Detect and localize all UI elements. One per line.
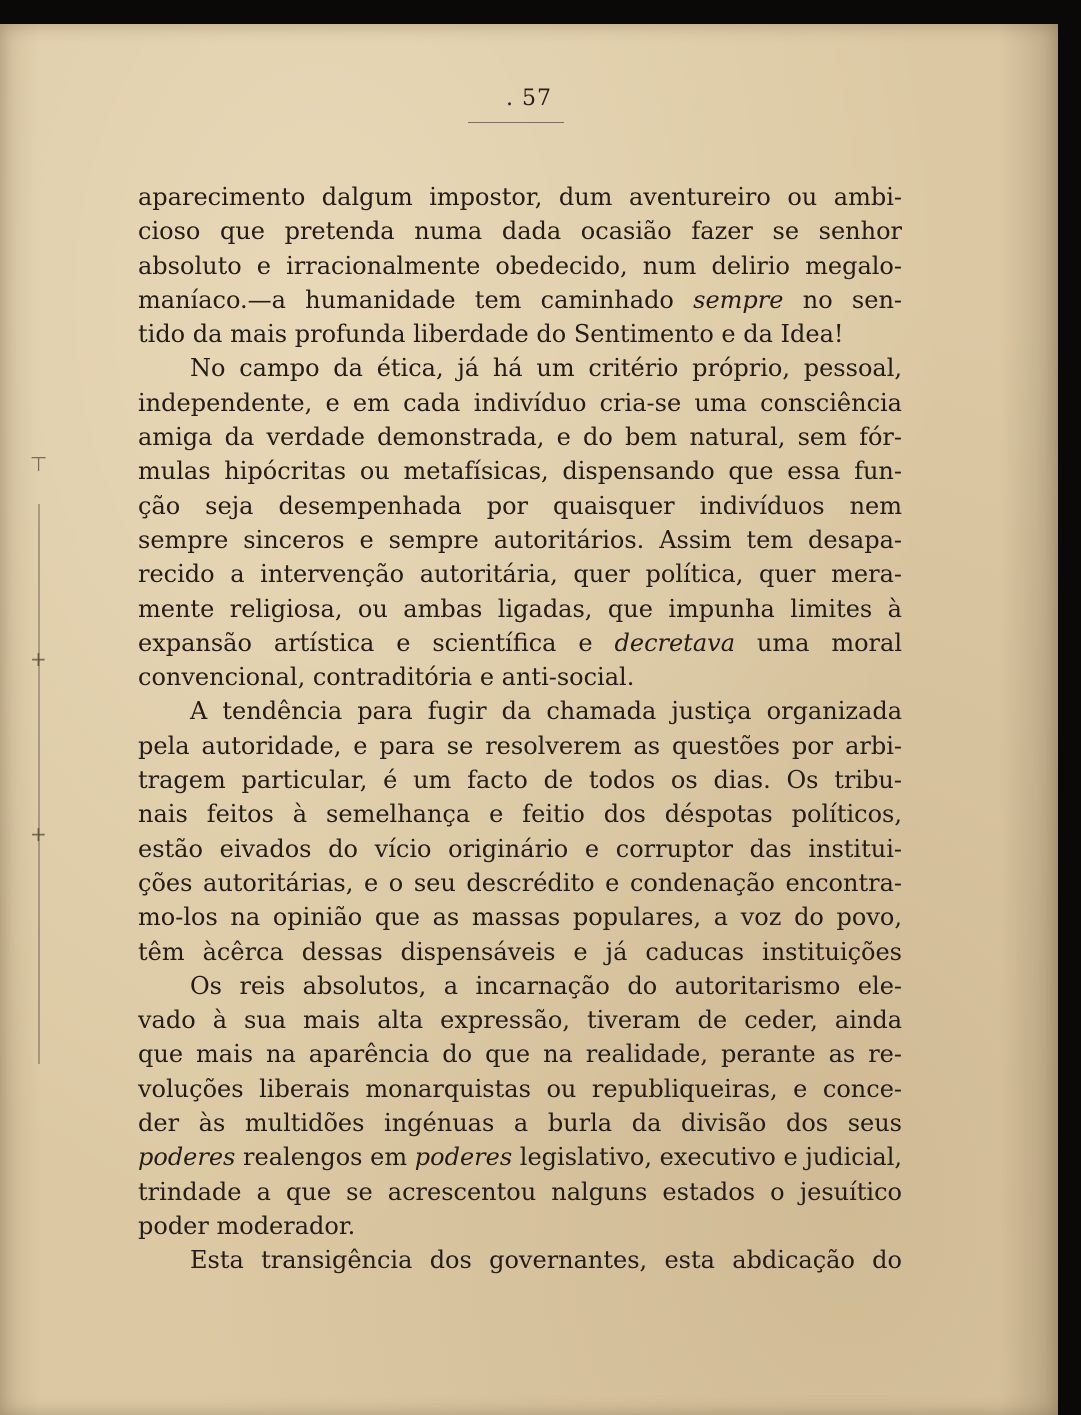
text-line [138, 1140, 902, 1174]
text-line [138, 1037, 902, 1071]
italic-text: decretava [614, 628, 736, 657]
text-run: no sen- [783, 285, 902, 314]
text-run: realengos em [235, 1143, 415, 1172]
text-run: expansão artística e scientífica e [138, 628, 615, 657]
text-line [138, 900, 902, 934]
margin-mark: ⊤ [30, 452, 48, 476]
italic-text: poderes [414, 1143, 513, 1172]
margin-line [38, 504, 40, 1064]
text-line [138, 214, 902, 248]
text-run: amiga da verdade demonstrada, e do bem natural, sem fór- [138, 423, 902, 452]
text-run: ções autoritárias, e o seu descrédito e condenação encontra- [138, 868, 902, 897]
text-run: mulas hipócritas ou metafísicas, dispensando que essa fun- [138, 457, 902, 486]
italic-text: sempre [693, 285, 784, 314]
text-line [138, 523, 902, 557]
text-run: der às multidões ingénuas a burla da divisão dos seus [138, 1109, 902, 1138]
body-text [138, 180, 902, 1278]
text-line [138, 1003, 902, 1037]
text-line [138, 592, 902, 626]
text-run: maníaco.—a humanidade tem caminhado [138, 285, 694, 314]
text-run: aparecimento dalgum impostor, dum aventureiro ou ambi- [138, 183, 902, 211]
text-run: voluções liberais monarquistas ou republiqueiras, e conce- [138, 1074, 902, 1103]
text-run: mo-los na opinião que as massas populares, a voz do povo, [138, 903, 902, 932]
text-line [138, 763, 902, 797]
text-run: nais feitos à semelhança e feitio dos déspotas políticos, [138, 800, 902, 829]
text-line [138, 729, 902, 763]
text-line [138, 283, 902, 317]
text-line [138, 660, 902, 694]
text-line [138, 249, 902, 283]
text-line [138, 866, 902, 900]
text-line [138, 317, 902, 351]
text-line [138, 797, 902, 831]
text-run: uma moral [735, 628, 902, 657]
text-run: têm àcêrca dessas dispensáveis e já caducas instituições [138, 937, 902, 966]
text-line [138, 1106, 902, 1140]
text-run: ção seja desempenhada por quaisquer indivíduos nem [138, 491, 902, 520]
text-run: Esta transigência dos governantes, esta abdicação do [190, 1246, 902, 1275]
text-run: tido da mais profunda liberdade do Sentimento e da Idea! [138, 320, 844, 349]
text-run: cioso que pretenda numa dada ocasião fazer se senhor [138, 217, 902, 246]
text-line [138, 180, 902, 214]
text-run: mente religiosa, ou ambas ligadas, que impunha limites à [138, 594, 902, 623]
italic-text: poderes [138, 1143, 236, 1172]
text-line [138, 1209, 902, 1243]
text-run: Os reis absolutos, a incarnação do autoritarismo ele- [190, 971, 902, 1000]
text-line [138, 454, 902, 488]
header-rule [468, 122, 564, 123]
text-run: absoluto e irracionalmente obedecido, num delirio megalo- [138, 251, 902, 280]
text-run: legislativo, executivo e judicial, [512, 1143, 902, 1172]
text-line [138, 1175, 902, 1209]
text-run: A tendência para fugir da chamada justiça organizada [190, 697, 902, 726]
text-line [138, 489, 902, 523]
text-line [138, 386, 902, 420]
text-run: recido a intervenção autoritária, quer política, quer mera- [138, 560, 902, 589]
text-run: trindade a que se acrescentou nalguns estados o jesuítico [138, 1177, 902, 1206]
text-line [138, 351, 902, 385]
text-run: convencional, contraditória e anti-social. [138, 663, 635, 692]
text-line [138, 557, 902, 591]
text-line [138, 1072, 902, 1106]
text-line [138, 969, 902, 1003]
margin-mark: + [30, 647, 47, 671]
book-page [0, 24, 1058, 1415]
text-line [138, 694, 902, 728]
page-number: . 57 [506, 86, 552, 111]
text-run: No campo da ética, já há um critério próprio, pessoal, [190, 354, 902, 383]
text-run: vado à sua mais alta expressão, tiveram de ceder, ainda [138, 1006, 902, 1035]
text-line [138, 1243, 902, 1277]
text-line [138, 420, 902, 454]
text-run: que mais na aparência do que na realidade, perante as re- [138, 1040, 902, 1069]
text-run: sempre sinceros e sempre autoritários. Assim tem desapa- [138, 525, 902, 554]
text-line [138, 935, 902, 969]
text-run: pela autoridade, e para se resolverem as questões por arbi- [138, 731, 902, 760]
text-line [138, 626, 902, 660]
text-line [138, 832, 902, 866]
text-run: tragem particular, é um facto de todos os dias. Os tribu- [138, 766, 902, 795]
margin-mark: + [30, 822, 47, 846]
text-run: poder moderador. [138, 1211, 356, 1240]
text-run: estão eivados do vício originário e corruptor das institui- [138, 834, 902, 863]
text-run: independente, e em cada indivíduo cria-se uma consciência [138, 388, 902, 417]
